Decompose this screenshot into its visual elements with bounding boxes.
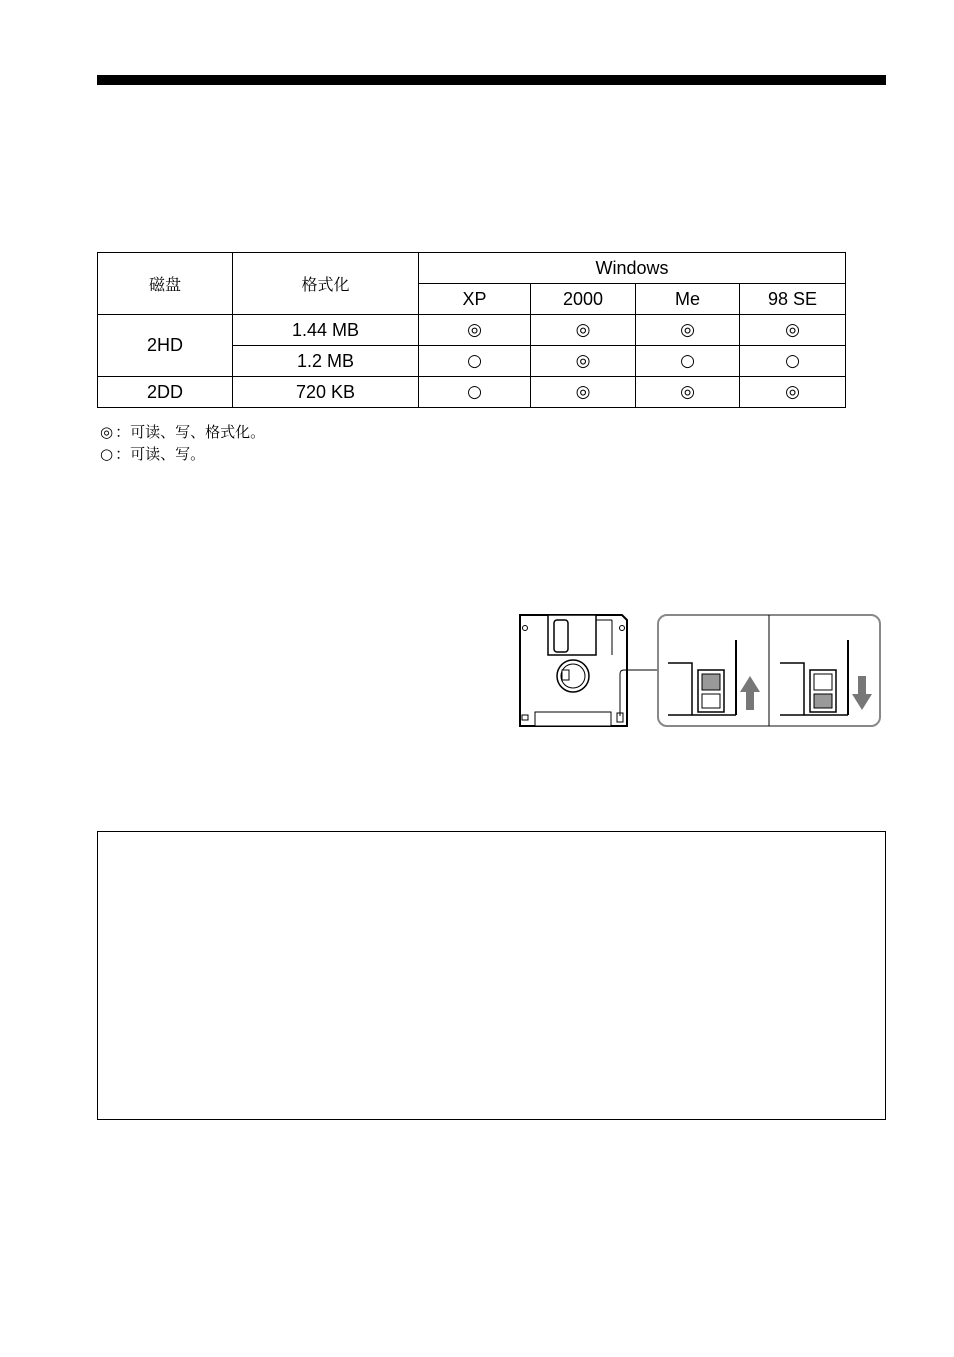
header-disk: 磁盘: [98, 253, 233, 315]
table-row: [98, 377, 846, 408]
support-cell: ◎: [636, 377, 740, 408]
top-rule: [97, 75, 886, 85]
support-cell: ◎: [636, 315, 740, 346]
legend-item: [100, 443, 205, 465]
compatibility-table: [97, 252, 846, 408]
support-cell: ◎: [531, 346, 636, 377]
format-cell: 720 KB: [233, 377, 419, 408]
legend-text: ：可读、写、格式化。: [115, 423, 266, 441]
header-os-2000: 2000: [531, 284, 636, 315]
support-cell: ◎: [531, 315, 636, 346]
note-box: [97, 831, 886, 1120]
header-os-me: Me: [636, 284, 740, 315]
table-row: [98, 315, 846, 346]
support-cell: ○: [419, 346, 531, 377]
support-cell: ◎: [740, 377, 846, 408]
legend-text: ：可读、写。: [115, 445, 206, 463]
header-windows: Windows: [419, 253, 846, 284]
floppy-disk-icon: [520, 615, 627, 726]
support-cell: ◎: [740, 315, 846, 346]
support-cell: ◎: [531, 377, 636, 408]
legend-item: [100, 421, 265, 443]
header-os-98se: 98 SE: [740, 284, 846, 315]
disk-cell: 2HD: [98, 315, 233, 377]
header-os-xp: XP: [419, 284, 531, 315]
support-cell: ○: [740, 346, 846, 377]
table-header-row: [98, 253, 846, 284]
support-cell: ○: [419, 377, 531, 408]
header-format: 格式化: [233, 253, 419, 315]
format-cell: 1.2 MB: [233, 346, 419, 377]
floppy-write-protect-figure: [518, 612, 882, 730]
circle-icon: ○: [100, 445, 114, 463]
format-cell: 1.44 MB: [233, 315, 419, 346]
double-circle-icon: ◎: [100, 423, 114, 441]
support-cell: ◎: [419, 315, 531, 346]
disk-cell: 2DD: [98, 377, 233, 408]
support-cell: ○: [636, 346, 740, 377]
